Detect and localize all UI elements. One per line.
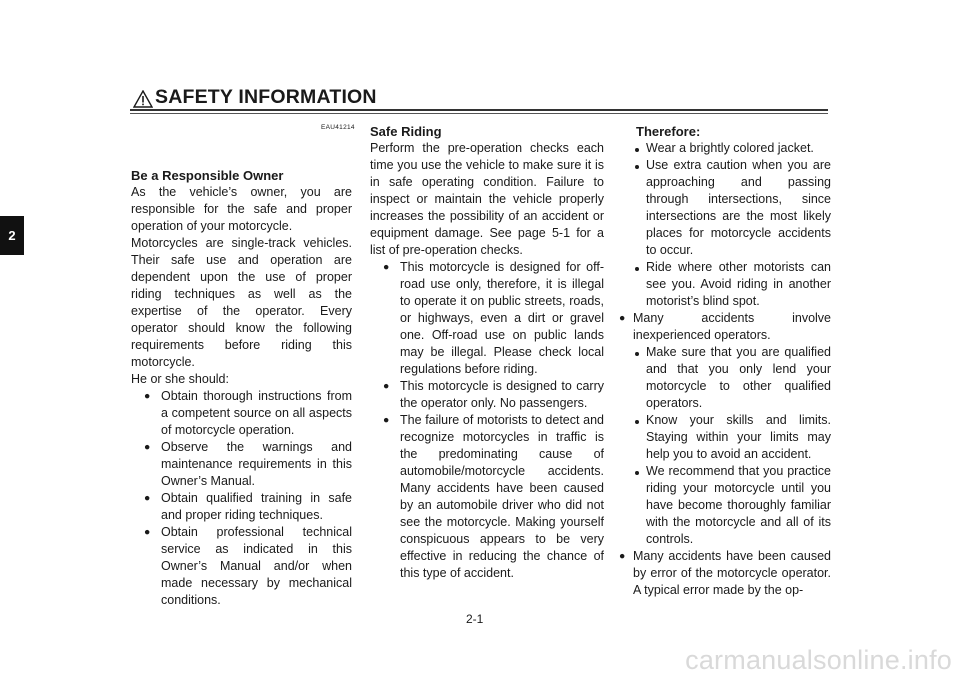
sub-bullet-item: We recommend that you practice riding your motorcycle until you have become thoroughly familiar with the motorcycle and all of its controls.: [633, 463, 831, 548]
document-code: EAU41214: [321, 124, 355, 131]
watermark: carmanualsonline.info: [685, 645, 952, 675]
header-rule-thin: [130, 113, 828, 114]
bullet-list: [382, 259, 604, 582]
sub-bullet-item: Wear a brightly colored jacket.: [633, 140, 831, 157]
sub-bullet-item: Use extra caution when you are approaching and passing through intersections, since intersections are the most likely places for motorcycle accidents to occur.: [633, 157, 831, 259]
bullet-item: ● Obtain qualified training in safe and proper riding techniques.: [143, 490, 352, 524]
bullet-item: ● Obtain professional technical service as indicated in this Owner’s Manual and/or when made necessary by mechanical conditions.: [143, 524, 352, 609]
column-3: [618, 123, 831, 599]
header-rule: [130, 109, 828, 111]
bullet-item: ● Observe the warnings and maintenance requirements in this Owner’s Manual.: [143, 439, 352, 490]
sub-bullet-list: [633, 344, 831, 548]
paragraph: As the vehicle’s owner, you are responsible for the safe and proper operation of your motorcycle.: [131, 185, 352, 233]
warning-triangle-icon: [133, 90, 153, 108]
bullet-item: ● This motorcycle is designed to carry the operator only. No passengers.: [382, 378, 604, 412]
bullet-item: ● This motorcycle is designed for off-road use only, therefore, it is illegal to operate it on public streets, roads, or highways, even a dirt or gravel one. Off-road use on public lands may be illegal. Please check local regulations before riding.: [382, 259, 604, 378]
paragraph: Motorcycles are single-track vehicles. Their safe use and operation are dependent upon the use of proper riding techniques as well as the expertise of the operator. Every operator should know the following requirements before riding this motorcycle.: [131, 236, 352, 369]
page-number: 2-1: [466, 612, 484, 626]
sub-bullet-item: Make sure that you are qualified and that you only lend your motorcycle to other qualified operators.: [633, 344, 831, 412]
sub-bullet-item: Ride where other motorists can see you. Avoid riding in another motorist’s blind spot.: [633, 259, 831, 310]
section-heading-safe-riding: Safe Riding: [370, 124, 442, 139]
sub-bullet-list: [633, 140, 831, 310]
bullet-item: ● Many accidents involve inexperienced operators.: [618, 310, 831, 344]
subheading-therefore: Therefore:: [636, 124, 701, 139]
page-title: SAFETY INFORMATION: [155, 86, 377, 108]
paragraph: He or she should:: [131, 372, 229, 386]
chapter-tab: 2: [0, 216, 24, 255]
bullet-item: ● Many accidents have been caused by error of the motorcycle operator. A typical error made by the op-: [618, 548, 831, 599]
column-2: [370, 123, 604, 582]
sub-bullet-item: Know your skills and limits. Staying within your limits may help you to avoid an accident.: [633, 412, 831, 463]
paragraph: Perform the pre-operation checks each time you use the vehicle to make sure it is in safe operating condition. Failure to inspect or maintain the vehicle properly increases the possibility of an accident or equipment damage. See page 5-1 for a list of pre-operation checks.: [370, 141, 604, 257]
section-heading-responsible-owner: Be a Responsible Owner: [131, 168, 284, 183]
column-1: [131, 123, 352, 609]
bullet-item: ● The failure of motorists to detect and recognize motorcycles in traffic is the predominating cause of automobile/motorcycle accidents. Many accidents have been caused by an automobile driver who did not see the motorcycle. Making yourself conspicuous appears to be very effective in reducing the chance of this type of accident.: [382, 412, 604, 582]
bullet-list: [143, 388, 352, 609]
bullet-item: ● Obtain thorough instructions from a competent source on all aspects of motorcycle operation.: [143, 388, 352, 439]
